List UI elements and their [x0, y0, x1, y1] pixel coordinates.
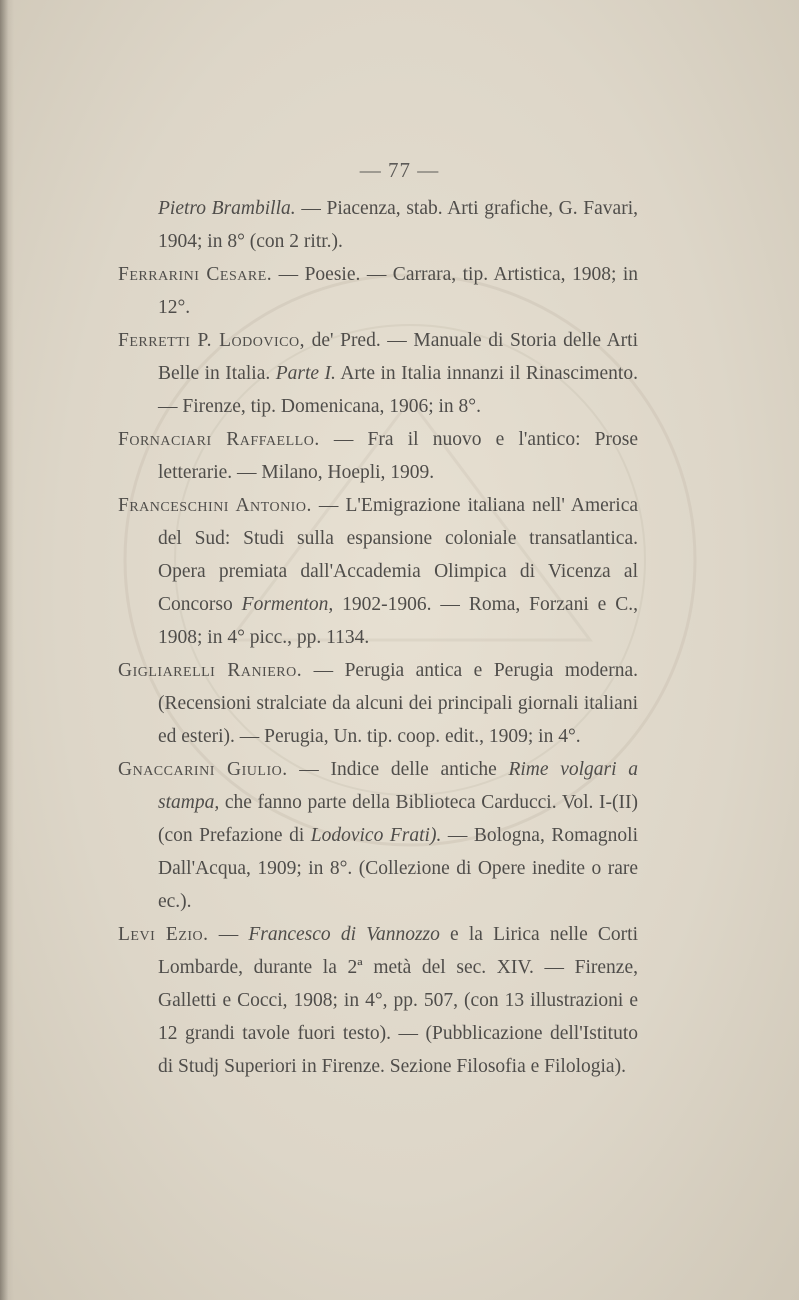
entry-author: Ferrarini Cesare.: [118, 264, 273, 285]
entry-italic-title: Lodovico Frati).: [310, 825, 442, 846]
bibliography-entry-gnaccarini: [118, 753, 638, 918]
entry-author: Gigliarelli Raniero.: [118, 660, 303, 681]
entry-text: — L'Emigrazione italiana nell' America del Sud: Studi sulla espansione coloniale transatlantica. Opera premiata dall'Accademia Olimpica di Vicenza al Concorso: [158, 495, 638, 615]
entry-author: Fornaciari Raffaello.: [118, 429, 320, 450]
entry-text: — Perugia antica e Perugia moderna. (Recensioni stralciate da alcuni dei principali giornali italiani ed esteri). — Perugia, Un. tip. coop. edit., 1909; in 4°.: [158, 660, 638, 747]
entry-italic-title: Francesco di Vannozzo: [248, 924, 440, 945]
entry-text: 1902-1906. — Roma, Forzani e C., 1908; in 4° picc., pp. 1134.: [158, 594, 638, 648]
entry-author: Ferretti P. Lodovico,: [118, 330, 305, 351]
entry-author: Gnaccarini Giulio.: [118, 759, 288, 780]
entry-author: Levi Ezio.: [118, 924, 209, 945]
entry-text: — Bologna, Romagnoli Dall'Acqua, 1909; in 8°. (Collezione di Opere inedite o rare ec.).: [158, 825, 639, 912]
entry-text: e la Lirica nelle Corti Lombarde, durante la 2ª metà del sec. XIV. — Firenze, Galletti e Cocci, 1908; in 4°, pp. 507, (con 13 illustrazioni e 12 grandi tavole fuori testo). — (Pubblicazione dell'Istituto di Studj Superiori in Firenze. Sezione Filosofia e Filologia).: [158, 924, 638, 1077]
entry-italic-title: Parte I.: [275, 363, 336, 384]
bibliography-entry-levi: [118, 918, 638, 1083]
bibliography-entry-fornaciari: [118, 423, 638, 489]
entry-text: — Indice delle antiche: [287, 759, 509, 780]
bibliography-entry-ferrarini: [118, 258, 638, 324]
entry-text: de' Pred. — Manuale di Storia delle Arti Belle in Italia.: [158, 330, 638, 384]
entry-text: —: [208, 924, 249, 945]
entry-text: Arte in Italia innanzi il Rinascimento. — Firenze, tip. Domenicana, 1906; in 8°.: [158, 363, 638, 417]
entry-text: — Piacenza, stab. Arti grafiche, G. Favari, 1904; in 8° (con 2 ritr.).: [158, 198, 638, 252]
entry-author: Franceschini Antonio.: [118, 495, 312, 516]
entry-italic-title: Pietro Brambilla.: [158, 198, 296, 219]
bibliography-entry-brambilla-continuation: [118, 192, 638, 258]
entry-text: — Poesie. — Carrara, tip. Artistica, 1908; in 12°.: [158, 264, 638, 318]
entry-italic-title: Formenton,: [241, 594, 334, 615]
entry-text: — Fra il nuovo e l'antico: Prose letterarie. — Milano, Hoepli, 1909.: [158, 429, 638, 483]
bibliography-entry-gigliarelli: [118, 654, 638, 753]
entry-italic-title: Rime volgari a stampa,: [158, 759, 638, 813]
bibliography-entry-ferretti: [118, 324, 638, 423]
entry-text: che fanno parte della Biblioteca Carducci. Vol. I-(II) (con Prefazione di: [158, 792, 638, 846]
bibliography-entries: [118, 192, 638, 1083]
page-binding-edge: [0, 0, 14, 1300]
page-number: — 77 —: [359, 158, 440, 182]
bibliography-entry-franceschini: [118, 489, 638, 654]
